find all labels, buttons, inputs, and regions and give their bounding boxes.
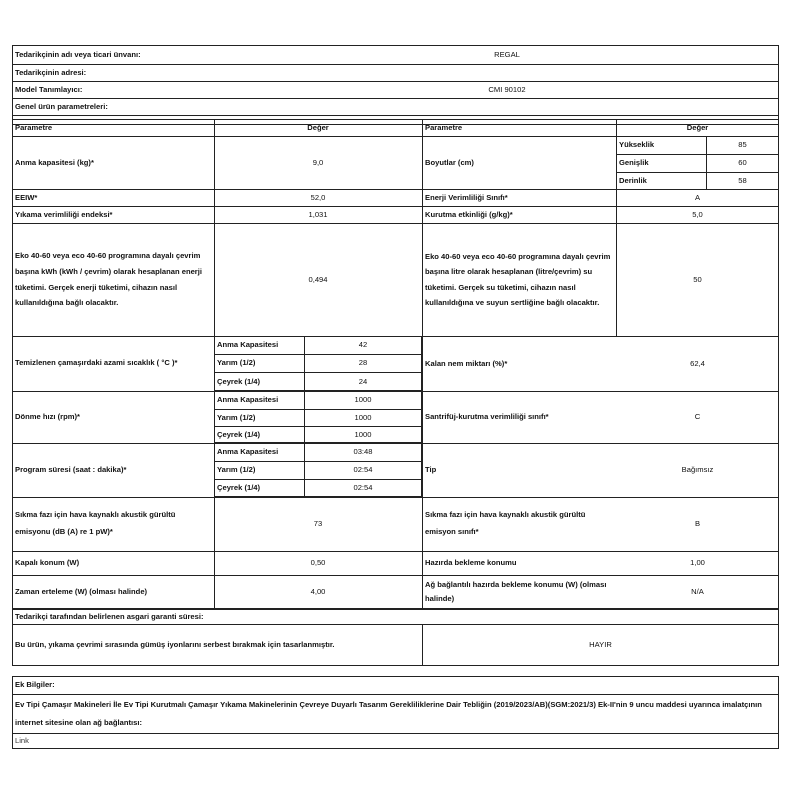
noise-value: 73	[313, 519, 323, 529]
header-param-right: Parametre	[425, 122, 463, 132]
spin-sub-label: Anma Kapasitesi	[217, 395, 279, 405]
guarantee-label: Tedarikçi tarafından belirlenen asgari garanti süresi:	[15, 611, 204, 621]
water-cons-line: hesaplanan (litre/çevrim) su tüketimi.	[425, 267, 593, 292]
water-cons-value: 50	[693, 274, 702, 284]
height-label: Yükseklik	[619, 140, 655, 150]
max-temp-sub-value: 42	[358, 340, 368, 350]
eeiw-label: EEIW*	[15, 192, 38, 202]
delay-value: 4,00	[310, 587, 326, 597]
duration-sub-label: Çeyrek (1/4)	[217, 483, 261, 493]
silver-line: tasarlanmıştır.	[283, 639, 335, 649]
regulation-line: Ev Tipi Çamaşır Makineleri İle Ev Tipi Kurutmalı Çamaşır Yıkama Makinelerinin Çevreye Duyarlı Tasarım Gerekliliklerine Dair Tebliğin	[15, 700, 492, 710]
residual-label: Kalan nem miktarı (%)*	[425, 358, 508, 368]
duration-sub-label: Yarım (1/2)	[217, 465, 256, 475]
noise-line: Sıkma fazı için hava kaynaklı akustik	[15, 510, 148, 520]
silver-label	[12, 624, 422, 666]
energy-cons-line: olarak hesaplanan enerji tüketimi.	[15, 266, 202, 292]
max-temp-sub-value: 24	[358, 376, 368, 386]
dry-eff-value: 5,0	[692, 209, 703, 219]
energy-cons-line: kullanıldığına bağlı olacaktır.	[15, 298, 119, 308]
energy-cons-line: Gerçek enerji tüketimi, cihazın nasıl	[48, 282, 178, 292]
header-value-right: Değer	[686, 122, 709, 132]
network-value: N/A	[691, 587, 704, 597]
width-value: 60	[738, 158, 747, 168]
noise-label	[12, 497, 214, 551]
network-line: (W) (olması halinde)	[425, 579, 607, 603]
supplier-name-label: Tedarikçinin adı veya ticari ünvanı:	[15, 50, 141, 60]
noise-class-value: B	[694, 519, 701, 529]
delay-label: Zaman erteleme (W) (olması halinde)	[15, 587, 148, 597]
type-label: Tip	[425, 465, 437, 475]
spin-sub-value: 1000	[354, 412, 372, 422]
silver-value: HAYIR	[589, 640, 612, 650]
supplier-address-label: Tedarikçinin adresi:	[15, 67, 87, 77]
spin-sub-value: 1000	[354, 429, 372, 439]
water-cons-line: olacaktır.	[566, 297, 600, 307]
regulation-line: (2019/2023/AB)(SGM:2021/3) Ek-II'nin 9 uncu maddesi uyarınca imalatçının internet sitesine olan ağ bağlantısı:	[15, 700, 762, 727]
dimensions-label: Boyutlar (cm)	[425, 157, 474, 167]
water-cons-line: dayalı çevrim başına litre olarak	[425, 252, 611, 277]
manufacturer-link[interactable]: Link	[15, 736, 29, 746]
off-mode-label: Kapalı konum (W)	[15, 558, 80, 568]
spin-class-value: C	[694, 412, 701, 422]
regulation-text	[12, 694, 779, 733]
residual-value: 62,4	[690, 358, 705, 368]
spin-sub-value: 1000	[354, 395, 372, 405]
duration-sub-value: 02:54	[353, 465, 373, 475]
energy-cons-value: 0,494	[308, 274, 328, 284]
water-cons-line: kullanıldığına ve suyun sertliğine bağlı	[425, 297, 565, 307]
dry-eff-label: Kurutma etkinliği (g/kg)*	[425, 209, 513, 219]
wash-index-label: Yıkama verimliliği endeksi*	[15, 209, 113, 219]
capacity-value: 9,0	[312, 157, 324, 167]
network-line: Ağ bağlantılı hazırda bekleme konumu	[425, 579, 564, 589]
header-param-left: Parametre	[15, 122, 53, 132]
spin-sub-label: Yarım (1/2)	[217, 412, 256, 422]
depth-value: 58	[738, 175, 747, 185]
water-cons-line: Gerçek su tüketimi, cihazın nasıl	[458, 282, 576, 292]
height-value: 85	[738, 140, 747, 150]
energy-cons-line: dayalı çevrim başına kWh (kWh / çevrim)	[15, 251, 201, 276]
depth-label: Derinlik	[619, 175, 647, 185]
water-cons-line: Eko 40-60 veya eco 40-60 programına	[425, 252, 561, 262]
network-label	[422, 575, 616, 609]
energy-label-sheet	[12, 45, 779, 749]
energy-cons-line: Eko 40-60 veya eco 40-60 programına	[15, 251, 151, 261]
energy-cons-label	[12, 223, 214, 336]
noise-class-label	[422, 497, 616, 551]
duration-sub-label: Anma Kapasitesi	[217, 447, 279, 457]
noise-line: gürültü emisyonu (dB (A) re 1 pW)*	[15, 510, 176, 536]
header-value-left: Değer	[307, 122, 329, 132]
noise-class-line: Sıkma fazı için hava kaynaklı akustik	[425, 510, 558, 520]
max-temp-line: Temizlenen çamaşırdaki azami sıcaklık (	[15, 358, 160, 368]
standby-label: Hazırda bekleme konumu	[425, 558, 517, 568]
model-value: CMI 90102	[488, 84, 526, 94]
type-value: Bağımsız	[681, 465, 714, 475]
extra-label: Ek Bilgiler:	[15, 680, 55, 690]
width-label: Genişlik	[619, 158, 649, 168]
off-mode-value: 0,50	[310, 558, 326, 568]
eeiw-value: 52,0	[310, 192, 326, 202]
general-params-label: Genel ürün parametreleri:	[15, 101, 108, 111]
capacity-label: Anma kapasitesi (kg)*	[15, 157, 94, 167]
supplier-name-value: REGAL	[494, 50, 520, 60]
duration-line: Program süresi	[15, 465, 71, 475]
max-temp-sub-value: 28	[358, 358, 368, 368]
model-label: Model Tanımlayıcı:	[15, 84, 83, 94]
noise-class-line: gürültü emisyon sınıfı*	[425, 510, 586, 536]
max-temp-sub-label: Çeyrek (1/4)	[217, 376, 261, 386]
energy-class-value: A	[694, 192, 701, 202]
duration-line: (saat : dakika)*	[72, 465, 127, 475]
silver-line: Bu ürün, yıkama çevrimi sırasında gümüş iyonlarını serbest bırakmak için	[15, 639, 281, 649]
energy-class-label: Enerji Verimliliği Sınıfı*	[425, 192, 508, 202]
standby-value: 1,00	[690, 558, 705, 568]
spin-class-label: Santrifüj-kurutma verimliliği sınıfı*	[425, 412, 549, 422]
max-temp-label	[12, 336, 214, 391]
duration-label	[12, 443, 214, 497]
spin-label: Dönme hızı (rpm)*	[15, 412, 80, 422]
wash-index-value: 1,031	[308, 209, 328, 219]
max-temp-sub-label: Yarım (1/2)	[217, 358, 256, 368]
max-temp-sub-label: Anma Kapasitesi	[217, 340, 279, 350]
max-temp-line: °C )*	[161, 358, 178, 368]
duration-sub-value: 03:48	[353, 447, 373, 457]
spin-sub-label: Çeyrek (1/4)	[217, 429, 261, 439]
duration-sub-value: 02:54	[353, 483, 373, 493]
water-cons-label	[422, 223, 616, 336]
